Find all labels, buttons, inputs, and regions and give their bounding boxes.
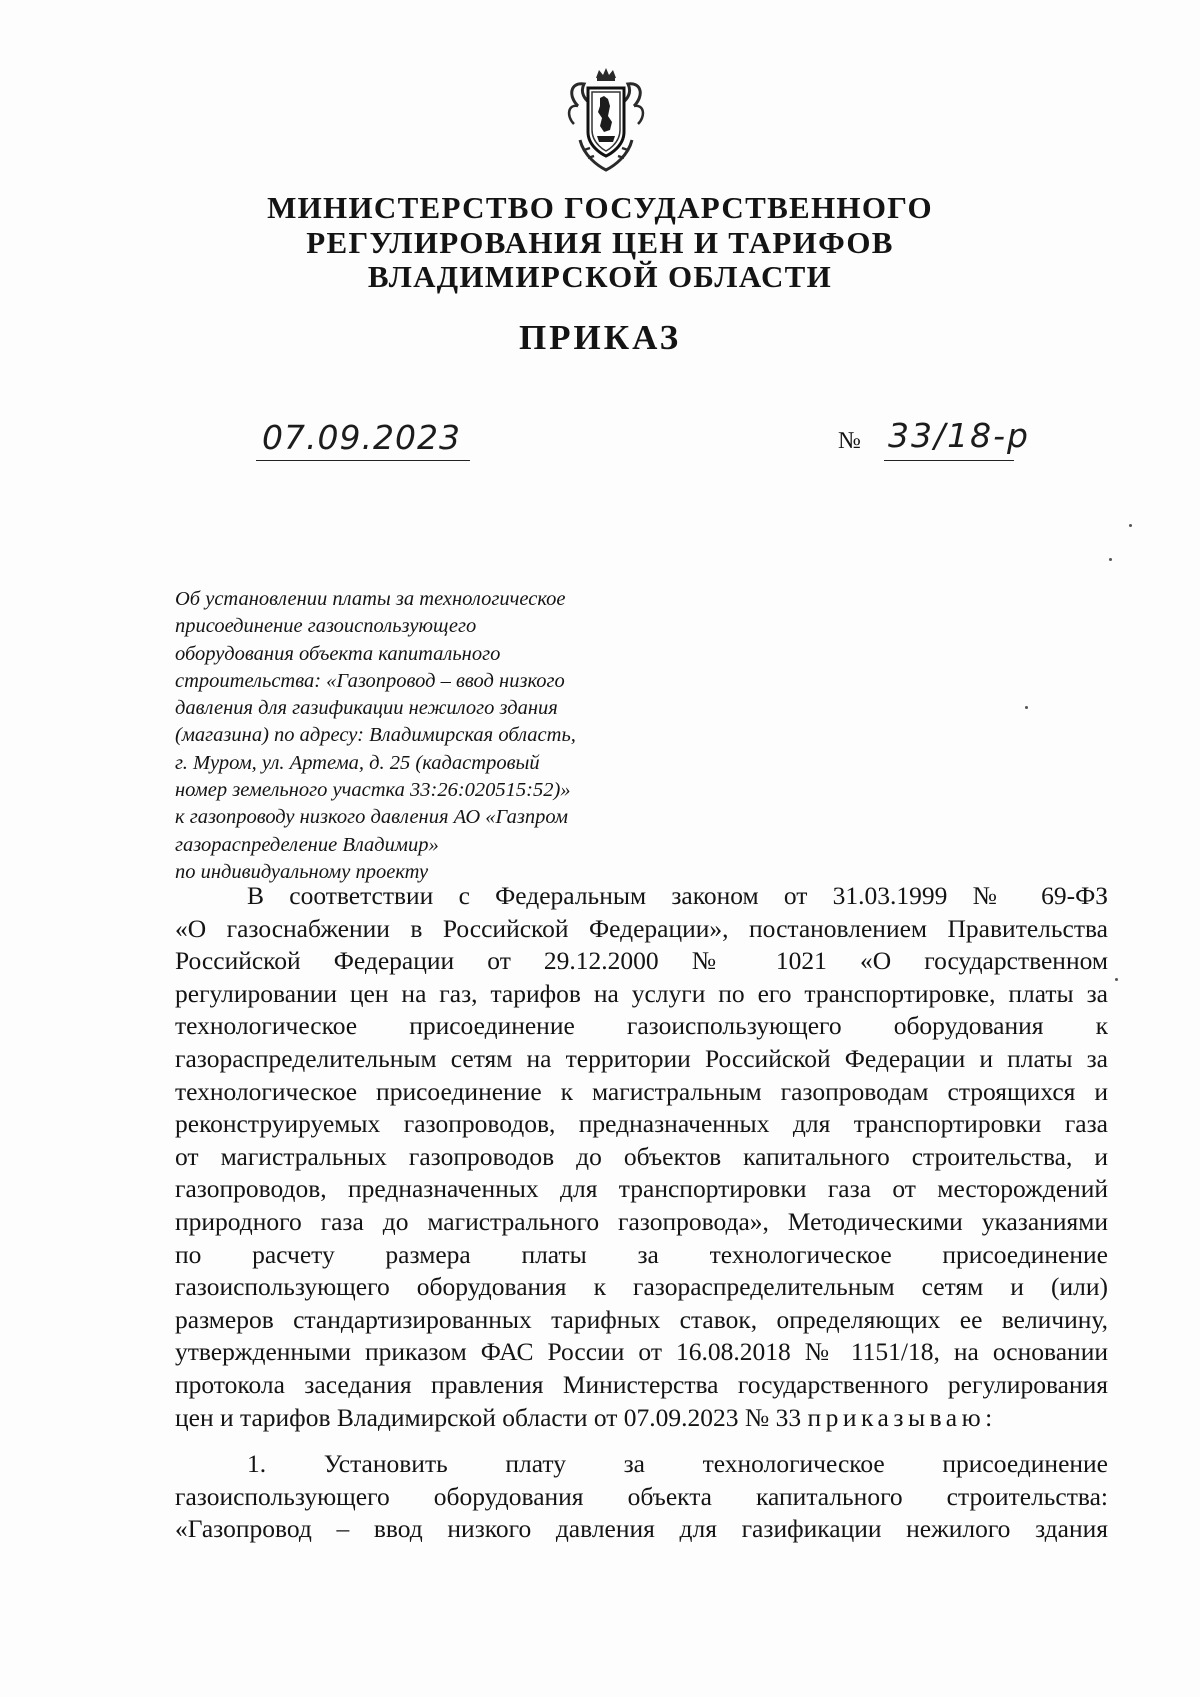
body-line: размеров стандартизированных тарифных ставок, определяющих ее величину, bbox=[175, 1304, 1108, 1334]
body-line: 1. Установить плату за технологическое присоединение bbox=[247, 1449, 1108, 1479]
order-item-1 bbox=[175, 1448, 1108, 1546]
body-line: реконструируемых газопроводов, предназначенных для транспортировки газа bbox=[175, 1109, 1108, 1139]
body-line: технологическое присоединение газоиспользующего оборудования к bbox=[175, 1011, 1108, 1041]
order-subject bbox=[175, 586, 645, 886]
body-line: утвержденными приказом ФАС России от 16.08.2018 № 1151/18, на основании bbox=[175, 1337, 1108, 1367]
number-underline bbox=[884, 460, 1014, 461]
subject-line: по индивидуальному проекту bbox=[175, 860, 429, 883]
ministry-name-line-3: ВЛАДИМИРСКОЙ ОБЛАСТИ bbox=[367, 259, 833, 294]
document-date bbox=[256, 420, 474, 464]
body-line: от магистральных газопроводов до объектов капитального строительства, и bbox=[175, 1141, 1108, 1171]
scan-speck bbox=[1025, 706, 1028, 709]
body-line-final-text: цен и тарифов Владимирской области от 07.09.2023 № 33 bbox=[175, 1402, 802, 1432]
number-sign: № bbox=[838, 428, 861, 454]
subject-line: газораспределение Владимир» bbox=[175, 833, 439, 856]
body-line: природного газа до магистрального газопровода», Методическими указаниями bbox=[175, 1206, 1108, 1236]
order-body bbox=[175, 880, 1108, 1546]
body-line: регулировании цен на газ, тарифов на услуги по его транспортировке, платы за bbox=[175, 978, 1108, 1008]
subject-line: оборудования объекта капитального bbox=[175, 642, 501, 665]
body-line: В соответствии с Федеральным законом от 31.03.1999 № 69-ФЗ bbox=[247, 881, 1108, 910]
body-line: газоиспользующего оборудования объекта капитального строительства: bbox=[175, 1481, 1108, 1511]
subject-line: строительства: «Газопровод – ввод низкого bbox=[175, 669, 565, 692]
ministry-name-line-1: МИНИСТЕРСТВО ГОСУДАРСТВЕННОГО bbox=[267, 190, 933, 225]
body-line: технологическое присоединение к магистральным газопроводам строящихся и bbox=[175, 1076, 1108, 1106]
body-line: по расчету размера платы за технологическое присоединение bbox=[175, 1239, 1108, 1269]
handwritten-number: 33/18-р bbox=[888, 416, 1030, 455]
date-underline bbox=[256, 460, 470, 461]
body-line: газоиспользующего оборудования к газораспределительным сетям и (или) bbox=[175, 1272, 1108, 1302]
subject-line: Об установлении платы за технологическое bbox=[175, 588, 566, 610]
body-line-final bbox=[175, 1402, 1108, 1435]
subject-line: (магазина) по адресу: Владимирская область, bbox=[175, 724, 576, 747]
ministry-name-line-2: РЕГУЛИРОВАНИЯ ЦЕН И ТАРИФОВ bbox=[306, 225, 894, 260]
body-line: «О газоснабжении в Российской Федерации», постановлением Правительства bbox=[175, 913, 1108, 943]
handwritten-date: 07.09.2023 bbox=[262, 418, 461, 457]
scan-speck bbox=[1115, 978, 1118, 981]
order-word: приказываю: bbox=[807, 1402, 997, 1432]
scan-speck bbox=[1129, 524, 1132, 527]
body-line: газопроводов, предназначенных для транспортировки газа от месторождений bbox=[175, 1174, 1108, 1204]
document-type-title: ПРИКАЗ bbox=[518, 318, 682, 357]
subject-line: номер земельного участка 33:26:020515:52)» bbox=[175, 779, 571, 802]
body-line: «Газопровод – ввод низкого давления для газификации нежилого здания bbox=[175, 1514, 1108, 1544]
subject-line: давления для газификации нежилого здания bbox=[175, 697, 558, 720]
legal-basis-paragraph bbox=[175, 880, 1108, 1434]
body-line: газораспределительным сетям на территории Российской Федерации и платы за bbox=[175, 1043, 1108, 1073]
subject-line: присоединение газоиспользующего bbox=[175, 615, 477, 638]
coat-of-arms-icon bbox=[564, 66, 648, 176]
subject-line: г. Муром, ул. Артема, д. 25 (кадастровый bbox=[175, 751, 540, 774]
subject-line: к газопроводу низкого давления АО «Газпром bbox=[175, 806, 568, 829]
scan-speck bbox=[1109, 558, 1112, 561]
document-number bbox=[838, 416, 1038, 464]
body-line: Российской Федерации от 29.12.2000 № 1021 «О государственном bbox=[175, 946, 1108, 976]
body-line: протокола заседания правления Министерства государственного регулирования bbox=[175, 1369, 1108, 1399]
